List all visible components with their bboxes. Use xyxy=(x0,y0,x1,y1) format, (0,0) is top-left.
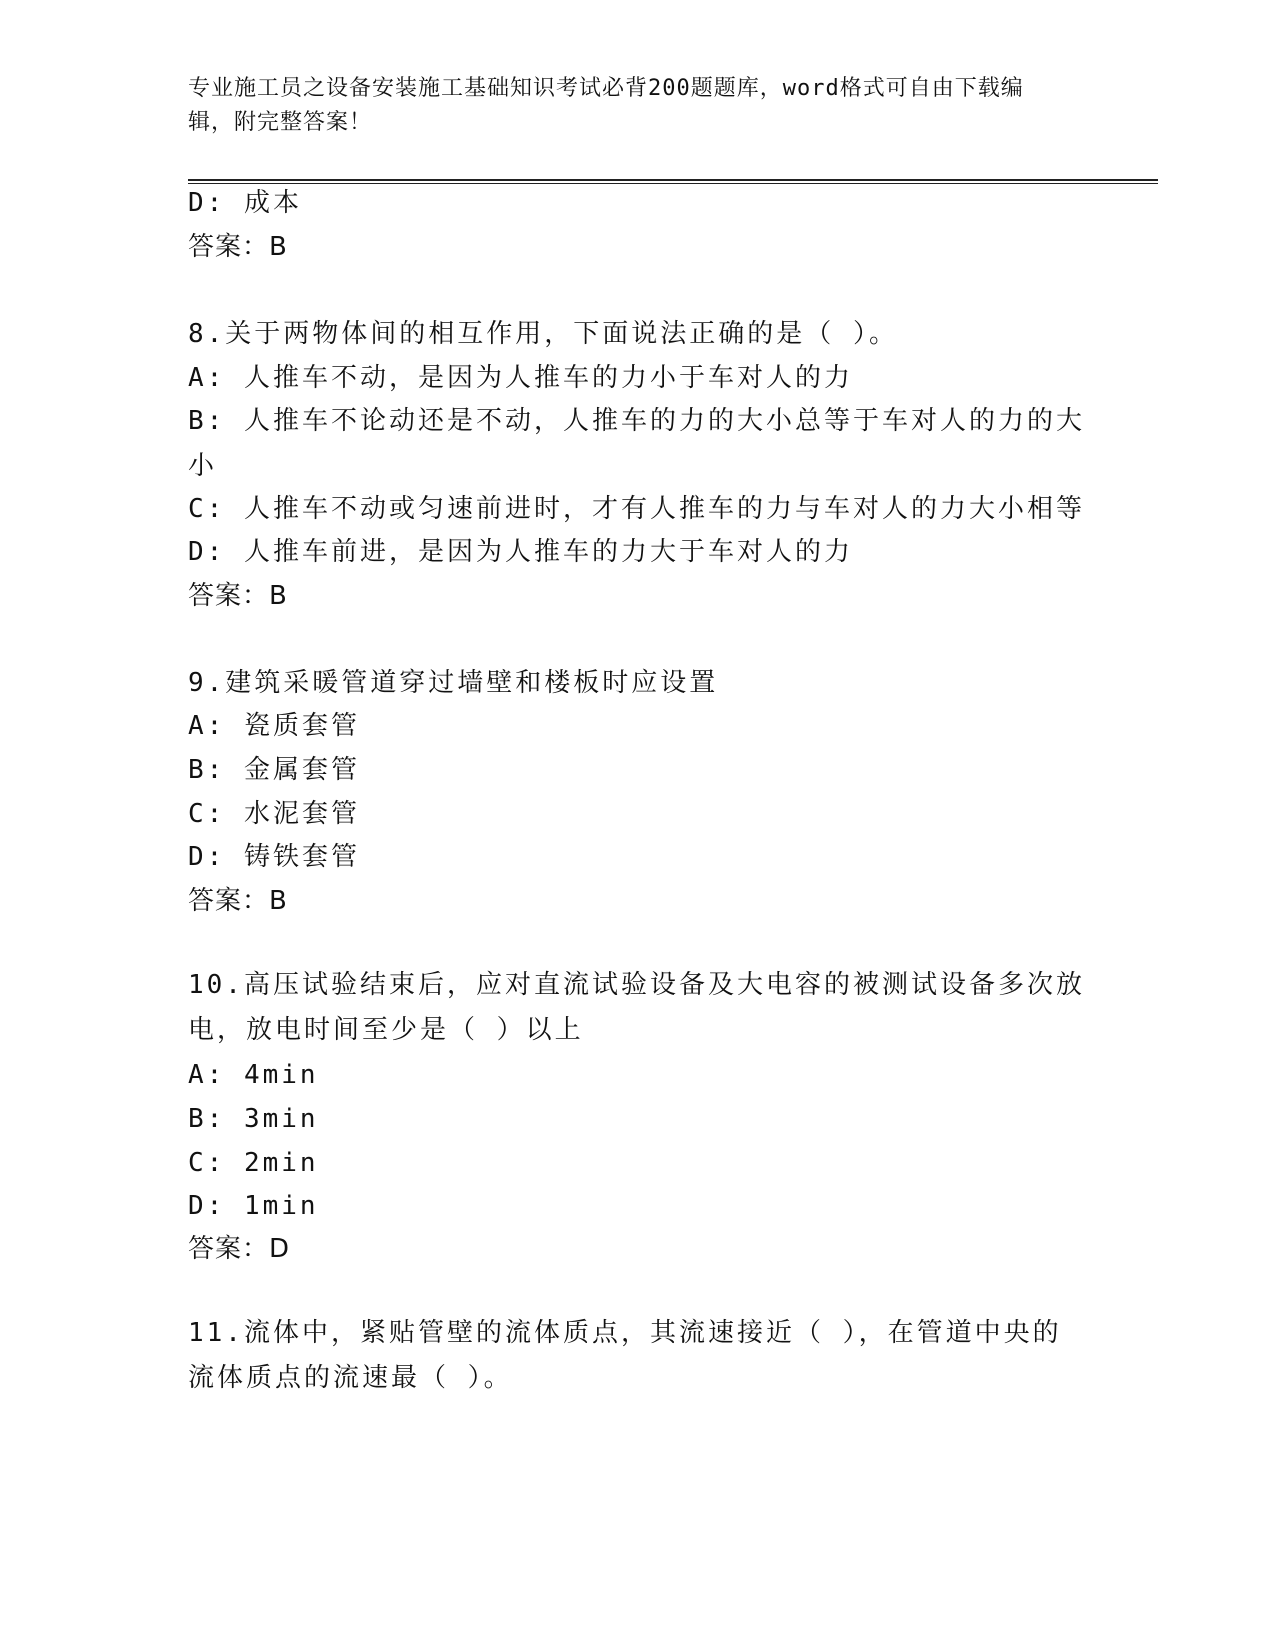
question-9-option-c: C: 水泥套管 xyxy=(188,799,360,829)
question-8-option-b: B: 人推车不论动还是不动，人推车的力的大小总等于车对人的力的大小 xyxy=(188,406,1085,481)
question-8-option-d: D: 人推车前进，是因为人推车的力大于车对人的力 xyxy=(188,537,853,567)
prev-question-answer: 答案：B xyxy=(188,232,288,262)
document-header-title: 专业施工员之设备安装施工基础知识考试必背200题题库，word格式可自由下载编辑，附完整答案！ xyxy=(188,76,1024,135)
question-9-option-a: A: 瓷质套管 xyxy=(188,711,360,741)
question-10-stem: 10.高压试验结束后，应对直流试验设备及大电容的被测试设备多次放电，放电时间至少是（ ）以上 xyxy=(188,970,1085,1045)
question-8-option-a: A: 人推车不动，是因为人推车的力小于车对人的力 xyxy=(188,363,853,393)
prev-question-option-d: D: 成本 xyxy=(188,188,302,218)
question-10-answer: 答案：D xyxy=(188,1234,291,1264)
question-10-option-c: C: 2min xyxy=(188,1148,319,1178)
question-8-option-c: C: 人推车不动或匀速前进时，才有人推车的力与车对人的力大小相等 xyxy=(188,494,1085,524)
question-10-option-a: A: 4min xyxy=(188,1060,319,1090)
question-8-stem: 8.关于两物体间的相互作用，下面说法正确的是（ ）。 xyxy=(188,319,898,349)
question-10-option-b: B: 3min xyxy=(188,1104,319,1134)
question-8-answer: 答案：B xyxy=(188,581,288,611)
question-9-stem: 9.建筑采暖管道穿过墙壁和楼板时应设置 xyxy=(188,668,719,698)
question-11-stem: 11.流体中，紧贴管壁的流体质点，其流速接近（ ），在管道中央的流体质点的流速最（ ）。 xyxy=(188,1318,1062,1393)
question-9-option-d: D: 铸铁套管 xyxy=(188,842,360,872)
header-divider-thick xyxy=(188,179,1158,181)
question-10-option-d: D: 1min xyxy=(188,1191,319,1221)
question-9-answer: 答案：B xyxy=(188,886,288,916)
header-divider-thin xyxy=(188,183,1158,184)
question-9-option-b: B: 金属套管 xyxy=(188,755,360,785)
